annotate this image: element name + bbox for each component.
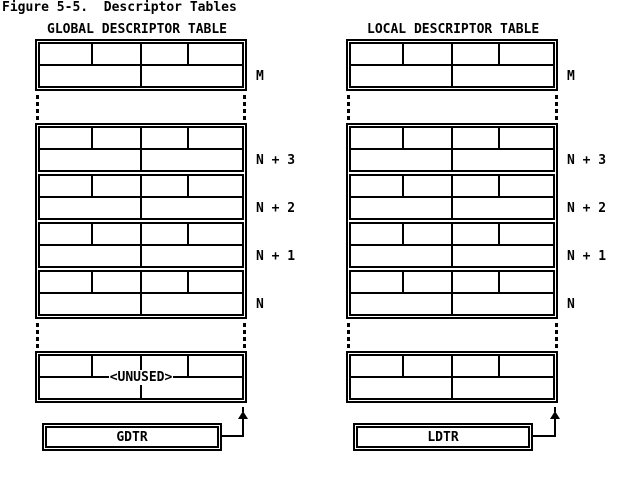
ellipsis-dashes: [36, 95, 39, 121]
field-divider: [402, 356, 404, 376]
gdt-label-m: M: [256, 69, 264, 84]
descriptor-entry: [38, 174, 244, 220]
field-divider: [498, 128, 500, 148]
descriptor-entry: [349, 270, 555, 316]
gdt-label-n3: N + 3: [256, 153, 296, 168]
field-divider: [498, 356, 500, 376]
ldt-label-n: N: [567, 297, 575, 312]
figure-title: Figure 5-5. Descriptor Tables: [2, 0, 237, 15]
descriptor-entry: [349, 354, 555, 400]
field-divider: [91, 44, 93, 64]
descriptor-entry: [38, 42, 244, 88]
field-divider: [91, 224, 93, 244]
field-divider: [140, 198, 142, 218]
ldtr-register-label: LDTR: [356, 426, 530, 448]
field-divider: [402, 128, 404, 148]
descriptor-entry: [38, 126, 244, 172]
gdt-heading: GLOBAL DESCRIPTOR TABLE: [47, 22, 228, 37]
ldt-heading: LOCAL DESCRIPTOR TABLE: [367, 22, 540, 37]
field-divider: [187, 176, 189, 196]
ellipsis-dashes: [347, 95, 350, 121]
descriptor-entry: [349, 42, 555, 88]
gdtr-register-box: [42, 423, 222, 451]
field-divider: [140, 44, 142, 64]
field-divider: [451, 272, 453, 292]
gdt-unused-label: [35, 371, 247, 384]
ldt-label-n2: N + 2: [567, 201, 607, 216]
field-divider: [451, 224, 453, 244]
field-divider: [451, 66, 453, 86]
field-divider: [402, 44, 404, 64]
ellipsis-dashes: [555, 323, 558, 349]
field-divider: [402, 176, 404, 196]
field-divider: [498, 44, 500, 64]
ldt-label-n1: N + 1: [567, 249, 607, 264]
field-divider: [451, 378, 453, 398]
gdt-label-n: N: [256, 297, 264, 312]
field-divider: [140, 272, 142, 292]
gdt-descriptor-group: [35, 123, 247, 319]
field-divider: [402, 224, 404, 244]
field-divider: [451, 128, 453, 148]
field-divider: [140, 246, 142, 266]
ldt-label-n3: N + 3: [567, 153, 607, 168]
field-divider: [91, 272, 93, 292]
field-divider: [451, 246, 453, 266]
field-divider: [91, 128, 93, 148]
field-divider: [187, 272, 189, 292]
field-divider: [187, 224, 189, 244]
field-divider: [140, 66, 142, 86]
arrow-vertical-line: [242, 417, 244, 437]
field-divider: [451, 356, 453, 376]
ellipsis-dashes: [243, 95, 246, 121]
arrow-tip: [242, 407, 244, 412]
ldtr-register-box: [353, 423, 533, 451]
ldt-top-descriptor-box: [346, 39, 558, 91]
ldt-descriptor-group: [346, 123, 558, 319]
ldt-label-m: M: [567, 69, 575, 84]
field-divider: [140, 128, 142, 148]
unused-text: <UNUSED>: [109, 370, 173, 385]
gdt-label-n1: N + 1: [256, 249, 296, 264]
field-divider: [140, 150, 142, 170]
gdt-label-n2: N + 2: [256, 201, 296, 216]
ellipsis-dashes: [36, 323, 39, 349]
field-divider: [402, 272, 404, 292]
field-divider: [140, 294, 142, 314]
field-divider: [451, 176, 453, 196]
descriptor-entry: [349, 126, 555, 172]
field-divider: [451, 294, 453, 314]
gdtr-register-label: GDTR: [45, 426, 219, 448]
field-divider: [140, 224, 142, 244]
ellipsis-dashes: [555, 95, 558, 121]
ldt-bottom-descriptor-box: [346, 351, 558, 403]
descriptor-entry: [349, 222, 555, 268]
field-divider: [91, 176, 93, 196]
field-divider: [498, 272, 500, 292]
arrow-horizontal-line: [220, 435, 244, 437]
field-divider: [451, 44, 453, 64]
field-divider: [498, 224, 500, 244]
field-divider: [451, 150, 453, 170]
field-divider: [498, 176, 500, 196]
arrow-tip: [554, 407, 556, 412]
field-divider: [140, 176, 142, 196]
descriptor-entry: [349, 174, 555, 220]
arrow-horizontal-line: [533, 435, 556, 437]
field-divider: [187, 128, 189, 148]
gdt-top-descriptor-box: [35, 39, 247, 91]
descriptor-entry: [38, 270, 244, 316]
arrow-head: [238, 411, 248, 419]
arrow-vertical-line: [554, 417, 556, 437]
field-divider: [187, 44, 189, 64]
descriptor-entry: [38, 222, 244, 268]
field-divider: [451, 198, 453, 218]
ellipsis-dashes: [347, 323, 350, 349]
arrow-head: [550, 411, 560, 419]
ellipsis-dashes: [243, 323, 246, 349]
